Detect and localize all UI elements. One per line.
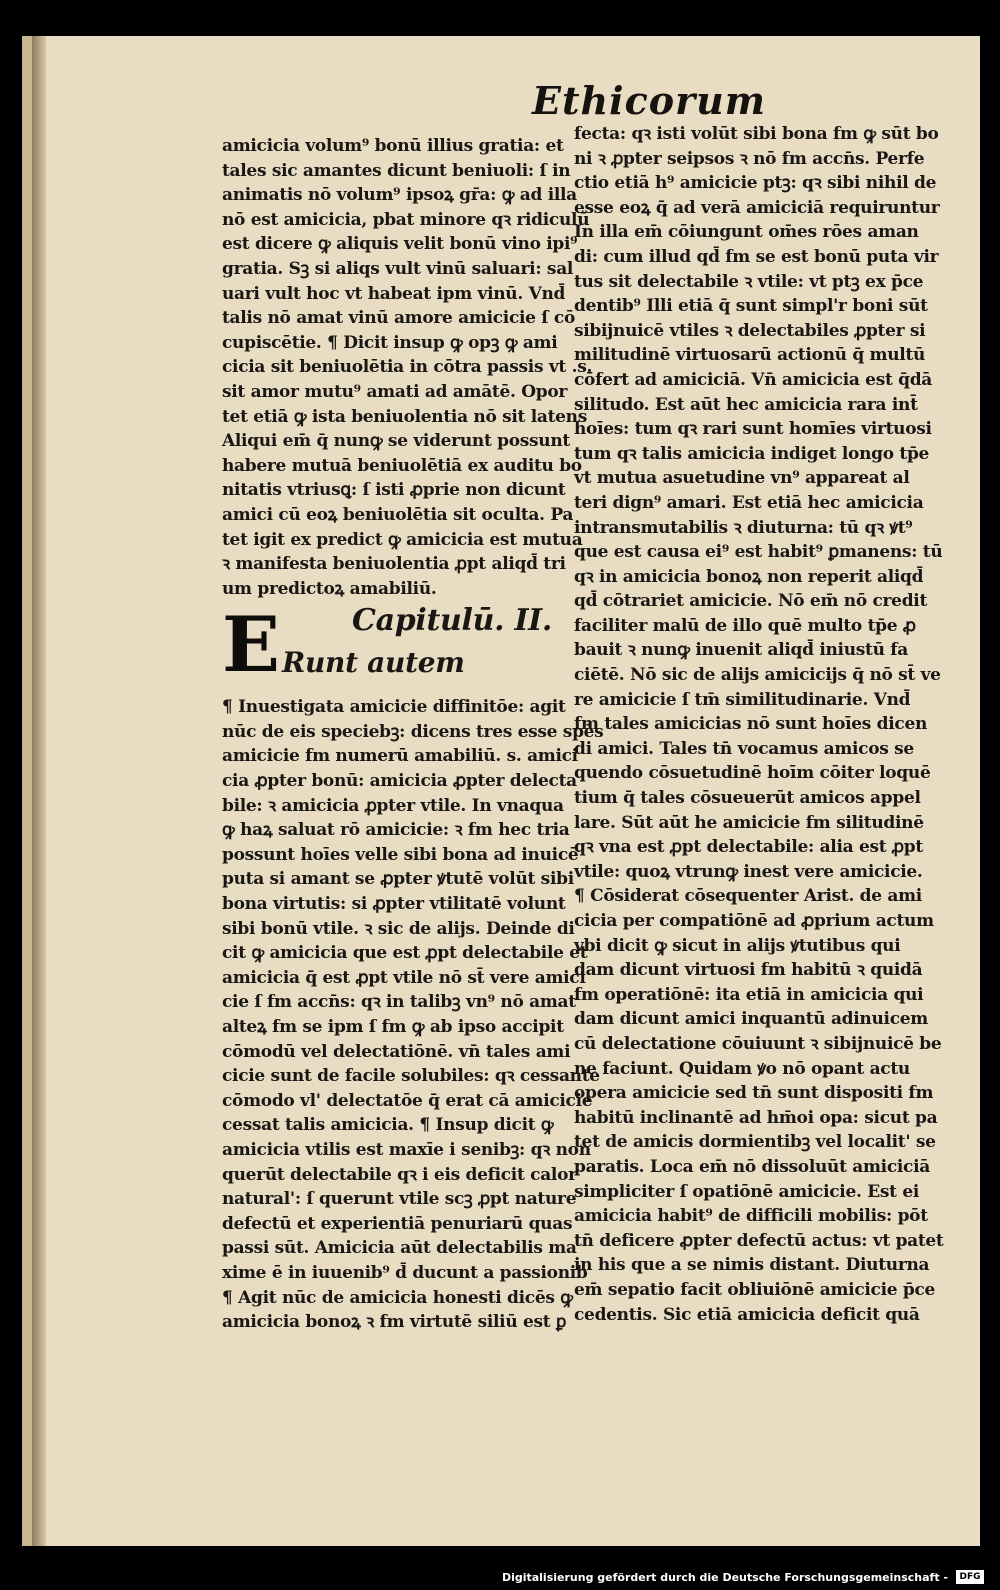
text-line: tium q̄ tales cōsueuerūt amicos appel	[574, 788, 921, 809]
text-line: est dicere ꝙ aliquis velit bonū vino ipi⁹	[222, 234, 578, 255]
text-line: esse eoꝝ q̄ ad verā amiciciā requiruntur	[574, 197, 940, 218]
text-line: habitū inclinantē ad hm̄oi opa: sicut pa	[574, 1107, 938, 1128]
text-line: que est causa ei⁹ est habit⁹ ꝑmanens: tū	[574, 542, 943, 563]
text-line: amicicia q̄ est ꝓpt vtile nō st̄ vere amici	[222, 967, 586, 988]
text-line: defectū et experientiā penuriarū quas	[222, 1213, 573, 1234]
text-line: cie ſ fm accn̄s: qꝛ in talibꝫ vn⁹ nō amat	[222, 992, 576, 1013]
text-line: habere mutuā beniuolētiā ex auditu bo	[222, 455, 582, 476]
text-line: fecta: qꝛ isti volūt sibi bona fm ꝙ sūt bo	[574, 124, 939, 144]
text-line: ꝛ manifesta beniuolentia ꝓpt aliqd̄ tri	[222, 554, 566, 575]
text-line: amicicia volum⁹ bonū illius gratia: et	[222, 136, 564, 156]
text-line: dam dicunt amici inquantū adinuicem	[574, 1009, 928, 1030]
chapter-heading	[222, 600, 562, 691]
text-line: animatis nō volum⁹ ipsoꝝ gr̄a: ꝙ ad illa	[222, 185, 577, 206]
text-line: ne faciunt. Quidam ꝟo nō opant actu	[574, 1058, 910, 1079]
text-line: cicia per compatiōnē ad ꝓprium actum	[574, 911, 934, 931]
text-line: opera amicicie sed tn̄ sunt dispositi fm	[574, 1083, 934, 1104]
text-line: talis nō amat vinū amore amicicie ſ cō	[222, 308, 576, 329]
text-line: re amicicie ſ tm̄ similitudinarie. Vnd̄	[574, 689, 911, 710]
text-line: nūc de eis speciebꝫ: dicens tres esse spēs	[222, 721, 604, 742]
text-line: tum qꝛ talis amicicia indiget longo tp̄e	[574, 443, 930, 464]
text-line: silitudo. Est aūt hec amicicia rara int̄	[574, 394, 918, 415]
text-line: natural': ſ querunt vtile scꝫ ꝓpt nature	[222, 1189, 577, 1210]
text-line: um predictoꝝ amabiliū.	[222, 578, 437, 599]
text-line: bona virtutis: si ꝓpter vtilitatē volunt	[222, 894, 566, 915]
text-line: ctio etiā h⁹ amicicie ptꝫ: qꝛ sibi nihil de	[574, 173, 937, 194]
text-line: paratis. Loca em̄ nō dissoluūt amiciciā	[574, 1156, 930, 1177]
text-line: xime ē in iuuenib⁹ d̄ ducunt a passionib	[222, 1262, 588, 1283]
text-line: di: cum illud qd̄ fm se est bonū puta vir	[574, 246, 939, 267]
text-line: nitatis vtriusꝗ: ſ isti ꝓprie non dicunt	[222, 480, 566, 501]
text-line: qd̄ cōtrariet amicicie. Nō em̄ nō credit	[574, 591, 927, 612]
digitization-credit: Digitalisierung gefördert durch die Deutsche Forschungsgemeinschaft -	[501, 1571, 948, 1584]
text-line: cessat talis amicicia. ¶ Insup dicit ꝙ	[222, 1115, 554, 1136]
text-line: faciliter malū de illo quē multo tp̄e ꝓ	[574, 615, 916, 636]
text-line: dam dicunt virtuosi fm habitū ꝛ quidā	[574, 960, 923, 981]
text-line: lare. Sūt aūt he amicicie fm silitudinē	[574, 812, 924, 833]
text-line: cit ꝙ amicicia que est ꝓpt delectabile et	[222, 943, 588, 964]
text-line: tn̄ deficere ꝓpter defectū actus: vt patet	[574, 1230, 944, 1251]
text-line: in his que a se nimis distant. Diuturna	[574, 1255, 930, 1276]
text-line: cia ꝓpter bonū: amicicia ꝓpter delecta	[222, 771, 577, 792]
text-line: cicie sunt de facile solubiles: qꝛ cessante	[222, 1066, 600, 1087]
text-line: cū delectatione cōuiuunt ꝛ sibijnuicē be	[574, 1033, 942, 1054]
text-line: amici cū eoꝝ beniuolētia sit oculta. Pa	[222, 504, 574, 525]
left-text-after-chapter	[222, 695, 604, 1334]
text-line: cōfert ad amiciciā. Vn̄ amicicia est q̄dā	[574, 369, 933, 390]
left-column	[222, 134, 604, 1335]
text-line: tet igit ex predict ꝙ amicicia est mutua	[222, 529, 583, 550]
text-line: vt mutua asuetudine vn⁹ appareat al	[574, 468, 910, 489]
text-line: intransmutabilis ꝛ diuturna: tū qꝛ ꝟt⁹	[574, 517, 913, 538]
text-line: cōmodū vel delectatiōnē. vn̄ tales ami	[222, 1041, 571, 1062]
text-line: amicicie fm numerū amabiliū. s. amici	[222, 746, 578, 767]
text-line: di amici. Tales tn̄ vocamus amicos se	[574, 738, 914, 759]
running-title: Ethicorum	[532, 78, 766, 123]
text-line: amicicia vtilis est maxīe i senibꝫ: qꝛ non	[222, 1139, 591, 1160]
text-line: sibi bonū vtile. ꝛ sic de alijs. Deinde di	[222, 918, 575, 939]
left-text-before-chapter	[222, 134, 593, 601]
text-line: possunt hoīes velle sibi bona ad inuicē	[222, 844, 579, 865]
text-line: qꝛ vna est ꝓpt delectabile: alia est ꝓpt	[574, 837, 923, 858]
text-line: dentib⁹ Illi etiā q̄ sunt simpl'r boni sūt	[574, 296, 928, 317]
text-line: ciētē. Nō sic de alijs amicicijs q̄ nō st̄ ve	[574, 665, 941, 686]
chapter-dropcap: E	[222, 600, 280, 690]
text-line: tet de amicis dormientibꝫ vel localit' se	[574, 1132, 936, 1153]
text-line: nō est amicicia, pbat minore qꝛ ridiculū	[222, 209, 590, 230]
chapter-title: Capitulū. II.	[352, 603, 553, 639]
text-line: em̄ sepatio facit obliuiōnē amicicie p̄ce	[574, 1279, 936, 1300]
dfg-logo: DFG	[956, 1570, 984, 1584]
text-line: vbi dicit ꝙ sicut in alijs ꝟtutibus qui	[574, 935, 901, 956]
footer-bar	[0, 1566, 1000, 1590]
text-line: vtile: quoꝝ vtrunꝙ inest vere amicicie.	[574, 861, 923, 882]
text-line: cōmodo vl' delectatōe q̄ erat cā amicicie	[222, 1090, 593, 1111]
text-line: quendo cōsuetudinē hoīm cōiter loquē	[574, 763, 931, 784]
text-line: uari vult hoc vt habeat ipm vinū. Vnd̄	[222, 283, 566, 304]
text-line: passi sūt. Amicicia aūt delectabilis ma	[222, 1238, 577, 1259]
text-line: teri dign⁹ amari. Est etiā hec amicicia	[574, 492, 924, 513]
text-line: Aliqui em̄ q̄ nunꝙ se viderunt possunt	[222, 431, 570, 452]
text-line: puta si amant se ꝓpter ꝟtutē volūt sibi	[222, 869, 574, 890]
chapter-incipit: Runt autem	[282, 646, 465, 680]
text-line: sibijnuicē vtiles ꝛ delectabiles ꝓpter si	[574, 320, 926, 341]
text-line: gratia. Sꝫ si aliqs vult vinū saluari: sal	[222, 258, 574, 279]
text-line: tet etiā ꝙ ista beniuolentia nō sit latens	[222, 406, 587, 427]
text-line: bauit ꝛ nunꝙ inuenit aliqd̄ iniustū fa	[574, 640, 909, 661]
page-gutter	[32, 36, 46, 1546]
text-line: cedentis. Sic etiā amicicia deficit quā	[574, 1304, 920, 1325]
right-column	[574, 122, 944, 1327]
text-line: In illa em̄ cōiungunt om̄es rōes aman	[574, 222, 919, 243]
text-line: querūt delectabile qꝛ i eis deficit calor	[222, 1164, 577, 1185]
text-line: qꝛ in amicicia bonoꝝ non reperit aliqd̄	[574, 566, 924, 587]
text-line: bile: ꝛ amicicia ꝓpter vtile. In vnaqua	[222, 795, 564, 816]
text-line: cupiscētie. ¶ Dicit insup ꝙ opꝫ ꝙ ami	[222, 332, 558, 353]
text-line: hoīes: tum qꝛ rari sunt homīes virtuosi	[574, 419, 932, 440]
text-line: tales sic amantes dicunt beniuoli: ſ in	[222, 160, 571, 181]
text-line: tus sit delectabile ꝛ vtile: vt ptꝫ ex p̄ce	[574, 271, 924, 292]
text-line: alteꝝ fm se ipm ſ fm ꝙ ab ipso accipit	[222, 1017, 564, 1037]
text-line: militudinē virtuosarū actionū q̄ multū	[574, 345, 926, 366]
text-line: simpliciter ſ opatiōnē amicicie. Est ei	[574, 1181, 919, 1202]
text-line: fm operatiōnē: ita etiā in amicicia qui	[574, 984, 924, 1005]
text-line: ¶ Agit nūc de amicicia honesti dicēs ꝙ	[222, 1287, 573, 1308]
text-line: ꝙ haꝝ saluat rō amicicie: ꝛ fm hec tria	[222, 820, 570, 841]
text-line: ni ꝛ ꝓpter seipsos ꝛ nō fm accn̄s. Perfe	[574, 148, 925, 169]
text-line: amicicia bonoꝝ ꝛ fm virtutē siliū est ꝑ	[222, 1312, 567, 1333]
text-line: sit amor mutu⁹ amati ad amātē. Opor	[222, 381, 568, 402]
text-line: fm tales amicicias nō sunt hoīes dicen	[574, 714, 928, 735]
text-line: cicia sit beniuolētia in cōtra passis vt .s.	[222, 357, 593, 378]
text-line: ¶ Inuestigata amicicie diffinitōe: agit	[222, 697, 566, 718]
text-line: amicicia habit⁹ de difficili mobilis: pōt	[574, 1206, 928, 1227]
text-line: ¶ Cōsiderat cōsequenter Arist. de ami	[574, 886, 922, 907]
